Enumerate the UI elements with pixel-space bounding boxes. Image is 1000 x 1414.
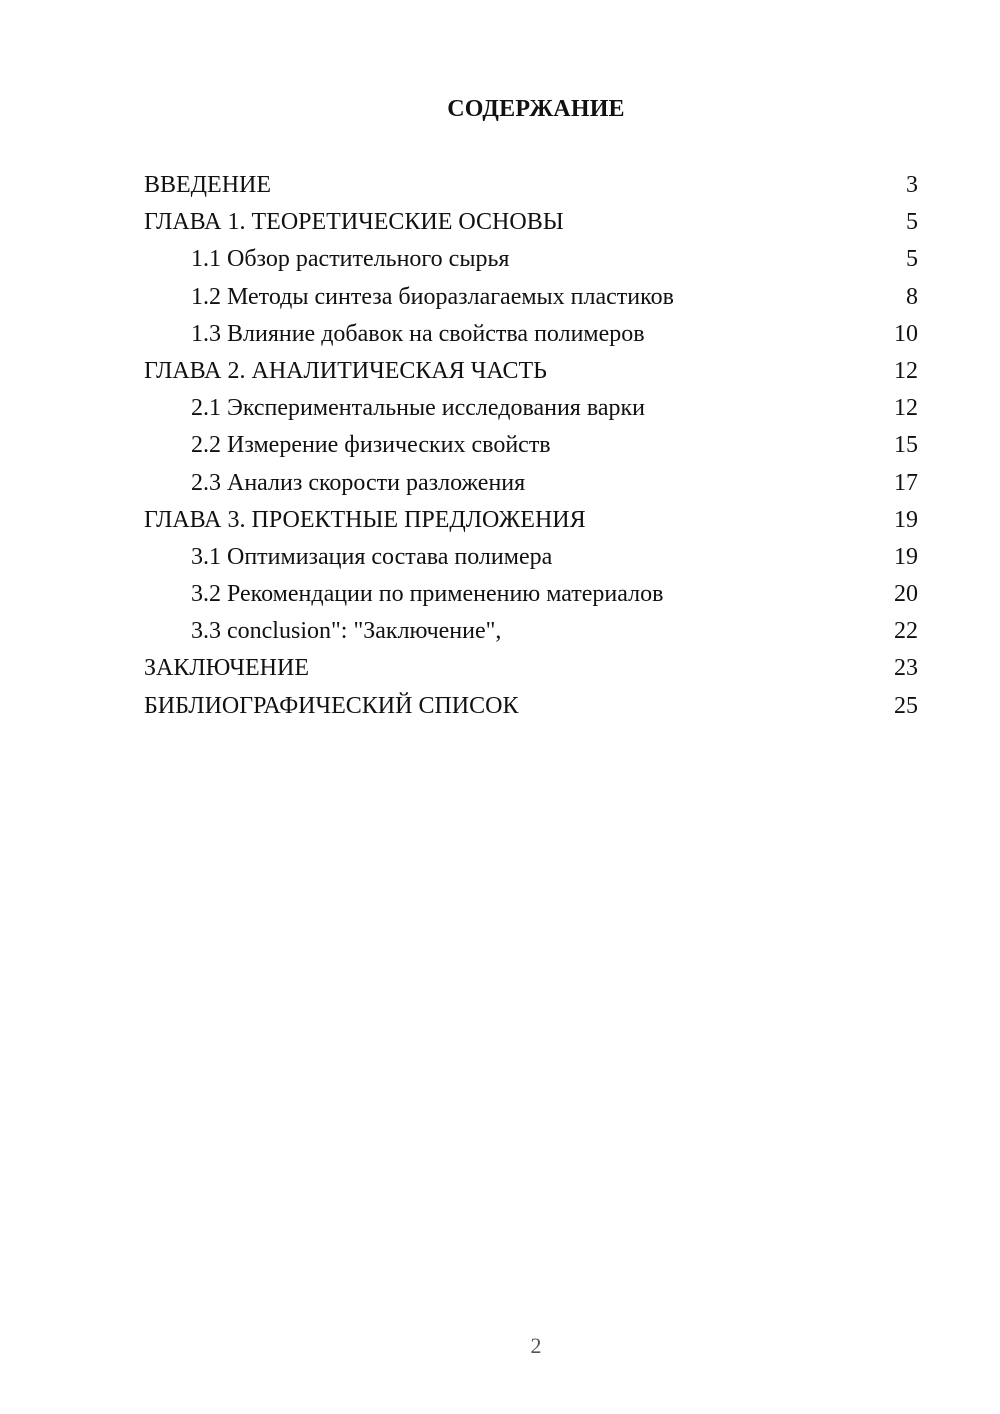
toc-entry-page: 8 xyxy=(906,283,918,310)
toc-entry-label: ВВЕДЕНИЕ xyxy=(144,172,272,198)
toc-entry-page: 20 xyxy=(894,581,918,608)
toc-entry-label: 2.1 Экспериментальные исследования варки xyxy=(191,395,646,422)
toc-entry-page: 5 xyxy=(906,246,918,273)
toc-subentry xyxy=(144,577,918,614)
toc-entry xyxy=(144,168,918,205)
toc-entry-label: 3.3 conclusion": "Заключение", xyxy=(191,618,502,645)
toc-entry-label: 1.3 Влияние добавок на свойства полимеров xyxy=(191,320,645,347)
toc-entry-page: 12 xyxy=(894,357,918,384)
toc-subentry xyxy=(144,317,918,354)
table-of-contents xyxy=(144,168,918,726)
toc-entry-label: 2.2 Измерение физических свойств xyxy=(191,432,551,459)
toc-entry-label: ГЛАВА 2. АНАЛИТИЧЕСКАЯ ЧАСТЬ xyxy=(144,357,547,384)
toc-entry-page: 23 xyxy=(894,655,918,682)
page-title: СОДЕРЖАНИЕ xyxy=(447,96,625,122)
toc-entry-label: 3.1 Оптимизация состава полимера xyxy=(191,543,553,570)
toc-entry-label: 3.2 Рекомендации по применению материалов xyxy=(191,581,664,608)
toc-entry-page: 12 xyxy=(894,395,918,422)
toc-entry-page: 10 xyxy=(894,320,918,347)
toc-subentry xyxy=(144,614,918,651)
toc-subentry xyxy=(144,391,918,428)
toc-entry xyxy=(144,689,918,726)
toc-entry-page: 15 xyxy=(894,432,918,459)
toc-entry-label: 1.1 Обзор растительного сырья xyxy=(191,246,510,273)
page-number: 2 xyxy=(530,1333,542,1358)
toc-subentry xyxy=(144,466,918,503)
toc-entry-label: 2.3 Анализ скорости разложения xyxy=(191,469,526,496)
toc-entry-page: 3 xyxy=(906,172,918,198)
toc-entry xyxy=(144,205,918,242)
toc-entry-page: 17 xyxy=(894,469,918,496)
toc-entry xyxy=(144,651,918,688)
toc-entry-label: ГЛАВА 1. ТЕОРЕТИЧЕСКИЕ ОСНОВЫ xyxy=(144,209,564,236)
toc-entry-page: 25 xyxy=(894,692,918,719)
toc-entry-label: 1.2 Методы синтеза биоразлагаемых пластиков xyxy=(191,283,674,310)
toc-entry xyxy=(144,354,918,391)
toc-subentry xyxy=(144,428,918,465)
toc-entry-page: 19 xyxy=(894,506,918,533)
toc-entry-label: ГЛАВА 3. ПРОЕКТНЫЕ ПРЕДЛОЖЕНИЯ xyxy=(144,506,586,533)
toc-subentry xyxy=(144,280,918,317)
toc-entry xyxy=(144,503,918,540)
toc-subentry xyxy=(144,540,918,577)
toc-entry-label: ЗАКЛЮЧЕНИЕ xyxy=(144,655,309,682)
toc-entry-page: 19 xyxy=(894,543,918,570)
toc-subentry xyxy=(144,242,918,279)
toc-entry-page: 22 xyxy=(894,618,918,645)
toc-entry-label: БИБЛИОГРАФИЧЕСКИЙ СПИСОК xyxy=(144,692,519,719)
toc-entry-page: 5 xyxy=(906,209,918,236)
